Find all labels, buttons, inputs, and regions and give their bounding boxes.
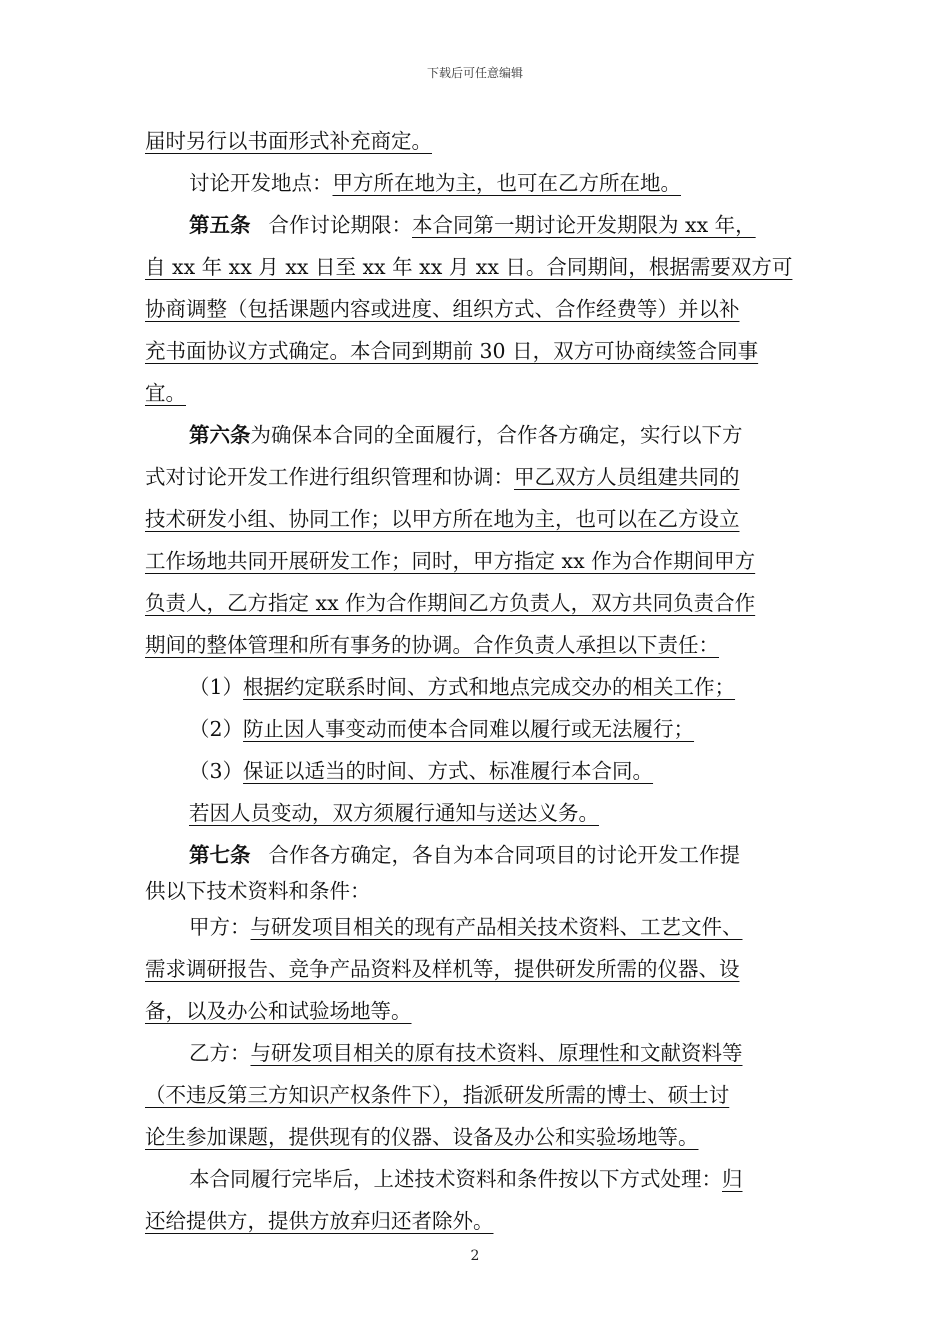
- underlined-text: 甲乙双方人员组建共同的: [514, 465, 740, 489]
- party-a-line-2: [145, 948, 809, 990]
- article-5-line-3: [145, 288, 809, 330]
- underlined-text: 需求调研报告、竞争产品资料及样机等，提供研发所需的仪器、设: [145, 957, 740, 981]
- party-a-line-3: [145, 990, 809, 1032]
- underlined-text: 与研发项目相关的现有产品相关技术资料、工艺文件、: [250, 915, 743, 939]
- return-clause-line-2: [145, 1200, 809, 1242]
- list-number: （3）: [189, 759, 244, 783]
- underlined-text: 届时另行以书面形式补充商定。: [145, 129, 432, 153]
- party-b-line-2: [145, 1074, 809, 1116]
- field-label: 乙方：: [189, 1041, 251, 1065]
- list-item: [145, 708, 809, 750]
- article-heading: 第六条: [189, 423, 251, 447]
- article-5-line-1: [145, 204, 809, 246]
- field-label: 讨论开发地点：: [189, 171, 333, 195]
- paragraph-continuation: [145, 120, 809, 162]
- underlined-text: 若因人员变动，双方须履行通知与送达义务。: [189, 801, 599, 825]
- paragraph-text: 式对讨论开发工作进行组织管理和协调：: [145, 465, 514, 489]
- paragraph-text: 本合同履行完毕后，上述技术资料和条件按以下方式处理：: [189, 1167, 722, 1191]
- underlined-text: 协商调整（包括课题内容或进度、组织方式、合作经费等）并以补: [145, 297, 740, 321]
- article-6-line-3: [145, 498, 809, 540]
- party-a-line-1: [145, 906, 809, 948]
- underlined-text: 归: [722, 1167, 743, 1191]
- party-b-line-1: [145, 1032, 809, 1074]
- paragraph-text: 为确保本合同的全面履行，合作各方确定，实行以下方: [250, 423, 743, 447]
- list-number: （1）: [189, 675, 244, 699]
- article-6-line-4: [145, 540, 809, 582]
- party-b-line-3: [145, 1116, 809, 1158]
- article-5-line-2: [145, 246, 809, 288]
- paragraph-text: 合作各方确定，各自为本合同项目的讨论开发工作提: [268, 843, 740, 867]
- list-number: （2）: [189, 717, 244, 741]
- underlined-text: 防止因人事变动而使本合同难以履行或无法履行；: [243, 717, 695, 741]
- document-body: [145, 120, 809, 1242]
- underlined-text: 还给提供方，提供方放弃归还者除外。: [145, 1209, 494, 1233]
- page-number: 2: [470, 1248, 480, 1264]
- underlined-text: 工作场地共同开展研发工作；同时，甲方指定 xx 作为合作期间甲方: [145, 549, 756, 573]
- article-heading: 第五条: [189, 213, 251, 237]
- underlined-text: 宜。: [145, 381, 186, 405]
- article-5-line-5: [145, 372, 809, 414]
- underlined-text: 论生参加课题，提供现有的仪器、设备及办公和实验场地等。: [145, 1125, 699, 1149]
- underlined-text: 负责人，乙方指定 xx 作为合作期间乙方负责人，双方共同负责合作: [145, 591, 756, 615]
- underlined-text: 技术研发小组、协同工作；以甲方所在地为主，也可以在乙方设立: [145, 507, 740, 531]
- underlined-text: 自 xx 年 xx 月 xx 日至 xx 年 xx 月 xx 日。合同期间，根据需要双方可: [145, 255, 793, 279]
- article-heading: 第七条: [189, 843, 251, 867]
- article-6-line-2: [145, 456, 809, 498]
- field-label: 合作讨论期限：: [268, 213, 412, 237]
- list-item: [145, 666, 809, 708]
- list-item: [145, 750, 809, 792]
- field-label: 甲方：: [189, 915, 251, 939]
- underlined-text: 充书面协议方式确定。本合同到期前 30 日，双方可协商续签合同事: [145, 339, 759, 363]
- return-clause-line-1: [145, 1158, 809, 1200]
- article-7-line-1: [145, 834, 809, 876]
- paragraph-notice: [145, 792, 809, 834]
- underlined-text: 本合同第一期讨论开发期限为 xx 年，: [412, 213, 756, 237]
- underlined-text: 与研发项目相关的原有技术资料、原理性和文献资料等: [250, 1041, 743, 1065]
- underlined-text: 保证以适当的时间、方式、标准履行本合同。: [243, 759, 654, 783]
- article-6-line-5: [145, 582, 809, 624]
- article-5-line-4: [145, 330, 809, 372]
- underlined-text: 备，以及办公和试验场地等。: [145, 999, 412, 1023]
- underlined-text: 甲方所在地为主，也可在乙方所在地。: [332, 171, 681, 195]
- underlined-text: 期间的整体管理和所有事务的协调。合作负责人承担以下责任：: [145, 633, 719, 657]
- article-6-line-6: [145, 624, 809, 666]
- paragraph-text: 供以下技术资料和条件：: [145, 879, 371, 903]
- underlined-text: （不违反第三方知识产权条件下），指派研发所需的博士、硕士讨: [145, 1083, 730, 1107]
- article-6-line-1: [145, 414, 809, 456]
- page-header: 下载后可任意编辑: [426, 66, 523, 80]
- article-7-line-2: [145, 876, 809, 906]
- paragraph-location: [145, 162, 809, 204]
- underlined-text: 根据约定联系时间、方式和地点完成交办的相关工作；: [243, 675, 736, 699]
